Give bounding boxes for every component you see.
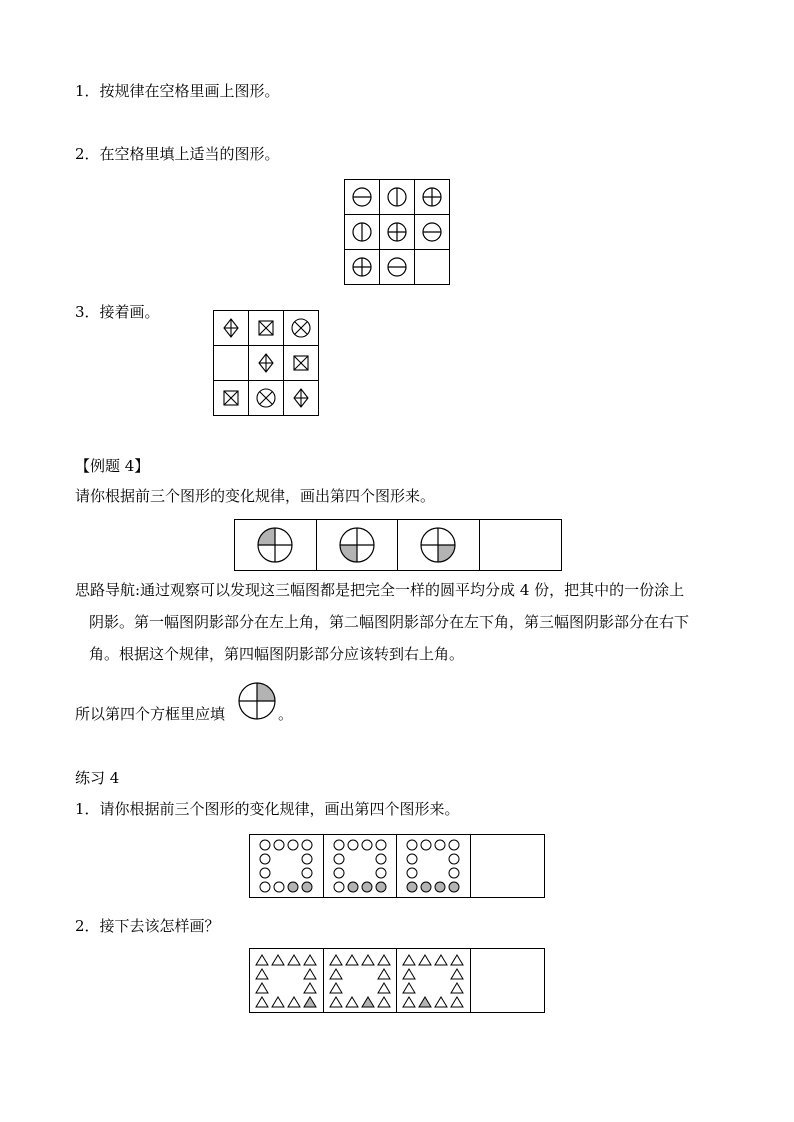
triangle (435, 997, 447, 1007)
triangle (362, 997, 374, 1007)
dot (407, 882, 417, 892)
dot (260, 840, 270, 850)
example-sequence-strip (234, 519, 562, 571)
blank-answer-cell[interactable] (480, 520, 562, 570)
circle-horizontal-line-icon (351, 186, 373, 208)
blank-answer-cell[interactable] (415, 250, 450, 285)
dot (274, 840, 284, 850)
quartered-circle-icon (238, 682, 276, 720)
shape-pattern-grid (213, 310, 319, 416)
triangle-ring-figure (253, 952, 319, 1010)
dot (348, 882, 358, 892)
triangle (403, 955, 415, 965)
triangle (304, 955, 316, 965)
dot (334, 882, 344, 892)
triangle (288, 955, 300, 965)
circle-x-icon (255, 387, 277, 409)
triangle (272, 955, 284, 965)
triangle (330, 983, 342, 993)
triangle (419, 997, 431, 1007)
dot (302, 868, 312, 878)
dot (334, 854, 344, 864)
triangle-ring-sequence-strip (249, 948, 545, 1013)
answer-circle-icon (238, 682, 276, 720)
dot (334, 840, 344, 850)
sequence-cell (397, 835, 471, 897)
dot (376, 840, 386, 850)
grid-cell (345, 250, 380, 285)
grid-cell (380, 215, 415, 250)
dot (302, 882, 312, 892)
triangle (304, 997, 316, 1007)
triangle-ring-figure (327, 952, 393, 1010)
blank-answer-cell[interactable] (471, 949, 545, 1012)
dot (288, 882, 298, 892)
dot (376, 882, 386, 892)
exercise-1: 1．请你根据前三个图形的变化规律，画出第四个图形来。 (75, 800, 460, 818)
sequence-cell (235, 520, 317, 570)
triangle (304, 969, 316, 979)
quartered-circle-icon (420, 527, 456, 563)
blank-answer-cell[interactable] (214, 346, 249, 381)
diamond-cross-icon (220, 317, 242, 339)
diamond-cross-icon (255, 352, 277, 374)
dot (407, 868, 417, 878)
square-x-icon (255, 317, 277, 339)
triangle (256, 955, 268, 965)
circle-vertical-line-icon (351, 221, 373, 243)
circle-plus-icon (386, 221, 408, 243)
triangle (403, 983, 415, 993)
triangle (419, 955, 431, 965)
dot (449, 868, 459, 878)
question-1: 1．按规律在空格里画上图形。 (75, 82, 280, 100)
circle-plus-icon (351, 256, 373, 278)
triangle (346, 955, 358, 965)
triangle (272, 997, 284, 1007)
triangle (378, 969, 390, 979)
dot (376, 854, 386, 864)
grid-cell (415, 215, 450, 250)
analysis-line-2: 阴影。第一幅图阴影部分在左上角，第二幅图阴影部分在左下角，第三幅图阴影部分在右下 (89, 613, 690, 631)
triangle-ring-figure (400, 952, 466, 1010)
dot (362, 882, 372, 892)
triangle (378, 955, 390, 965)
exercise-title: 练习 4 (75, 769, 120, 787)
triangle (451, 983, 463, 993)
circle-x-icon (290, 317, 312, 339)
circle-plus-icon (421, 186, 443, 208)
square-x-icon (290, 352, 312, 374)
dot-ring-figure (256, 838, 316, 894)
triangle (403, 997, 415, 1007)
square-x-icon (220, 387, 242, 409)
dot (260, 882, 270, 892)
triangle (362, 955, 374, 965)
dot (449, 840, 459, 850)
dot (435, 840, 445, 850)
sequence-cell (398, 520, 480, 570)
grid-cell (380, 250, 415, 285)
sequence-cell (397, 949, 471, 1012)
triangle (451, 955, 463, 965)
triangle (256, 997, 268, 1007)
triangle (256, 969, 268, 979)
triangle (330, 969, 342, 979)
dot (334, 868, 344, 878)
grid-cell (284, 381, 319, 416)
question-3: 3．接着画。 (75, 303, 160, 321)
example-title: 【例题 4】 (75, 457, 150, 475)
grid-cell (415, 180, 450, 215)
sequence-cell (317, 520, 399, 570)
grid-cell (249, 381, 284, 416)
sequence-cell (324, 835, 398, 897)
circle-pattern-grid (344, 179, 450, 285)
analysis-line-1: 思路导航:通过观察可以发现这三幅图都是把完全一样的圆平均分成 4 份，把其中的一份涂上 (75, 581, 685, 599)
triangle (435, 955, 447, 965)
triangle (288, 997, 300, 1007)
answer-prefix: 所以第四个方框里应填 (75, 705, 226, 723)
grid-cell (214, 381, 249, 416)
dot (449, 882, 459, 892)
dot (407, 840, 417, 850)
triangle (256, 983, 268, 993)
grid-cell (345, 215, 380, 250)
quartered-circle-icon (257, 527, 293, 563)
dot (421, 840, 431, 850)
triangle (330, 955, 342, 965)
sequence-cell (250, 835, 324, 897)
exercise-2: 2．接下去该怎样画？ (75, 917, 220, 935)
dot-ring-figure (330, 838, 390, 894)
dot (348, 840, 358, 850)
dot (407, 854, 417, 864)
answer-suffix: 。 (278, 705, 294, 723)
grid-cell (249, 311, 284, 346)
dot (260, 868, 270, 878)
triangle (403, 969, 415, 979)
question-2: 2．在空格里填上适当的图形。 (75, 145, 280, 163)
grid-cell (345, 180, 380, 215)
dot-ring-figure (403, 838, 463, 894)
blank-answer-cell[interactable] (471, 835, 545, 897)
grid-cell (284, 346, 319, 381)
sequence-cell (324, 949, 398, 1012)
analysis-line-3: 角。根据这个规律，第四幅图阴影部分应该转到右上角。 (89, 645, 465, 663)
dot (449, 854, 459, 864)
dot (362, 840, 372, 850)
dot (274, 882, 284, 892)
quartered-circle-icon (339, 527, 375, 563)
dot (288, 840, 298, 850)
circle-horizontal-line-icon (421, 221, 443, 243)
dot-ring-sequence-strip (249, 834, 545, 898)
dot (435, 882, 445, 892)
grid-cell (284, 311, 319, 346)
example-prompt: 请你根据前三个图形的变化规律，画出第四个图形来。 (75, 487, 436, 505)
diamond-cross-icon (290, 387, 312, 409)
triangle (378, 983, 390, 993)
circle-vertical-line-icon (386, 186, 408, 208)
circle-horizontal-line-icon (386, 256, 408, 278)
grid-cell (214, 311, 249, 346)
triangle (451, 997, 463, 1007)
triangle (304, 983, 316, 993)
dot (421, 882, 431, 892)
grid-cell (249, 346, 284, 381)
dot (302, 840, 312, 850)
grid-cell (380, 180, 415, 215)
dot (302, 854, 312, 864)
answer-sentence (75, 704, 225, 724)
dot (260, 854, 270, 864)
triangle (378, 997, 390, 1007)
triangle (346, 997, 358, 1007)
triangle (451, 969, 463, 979)
triangle (330, 997, 342, 1007)
sequence-cell (250, 949, 324, 1012)
dot (376, 868, 386, 878)
